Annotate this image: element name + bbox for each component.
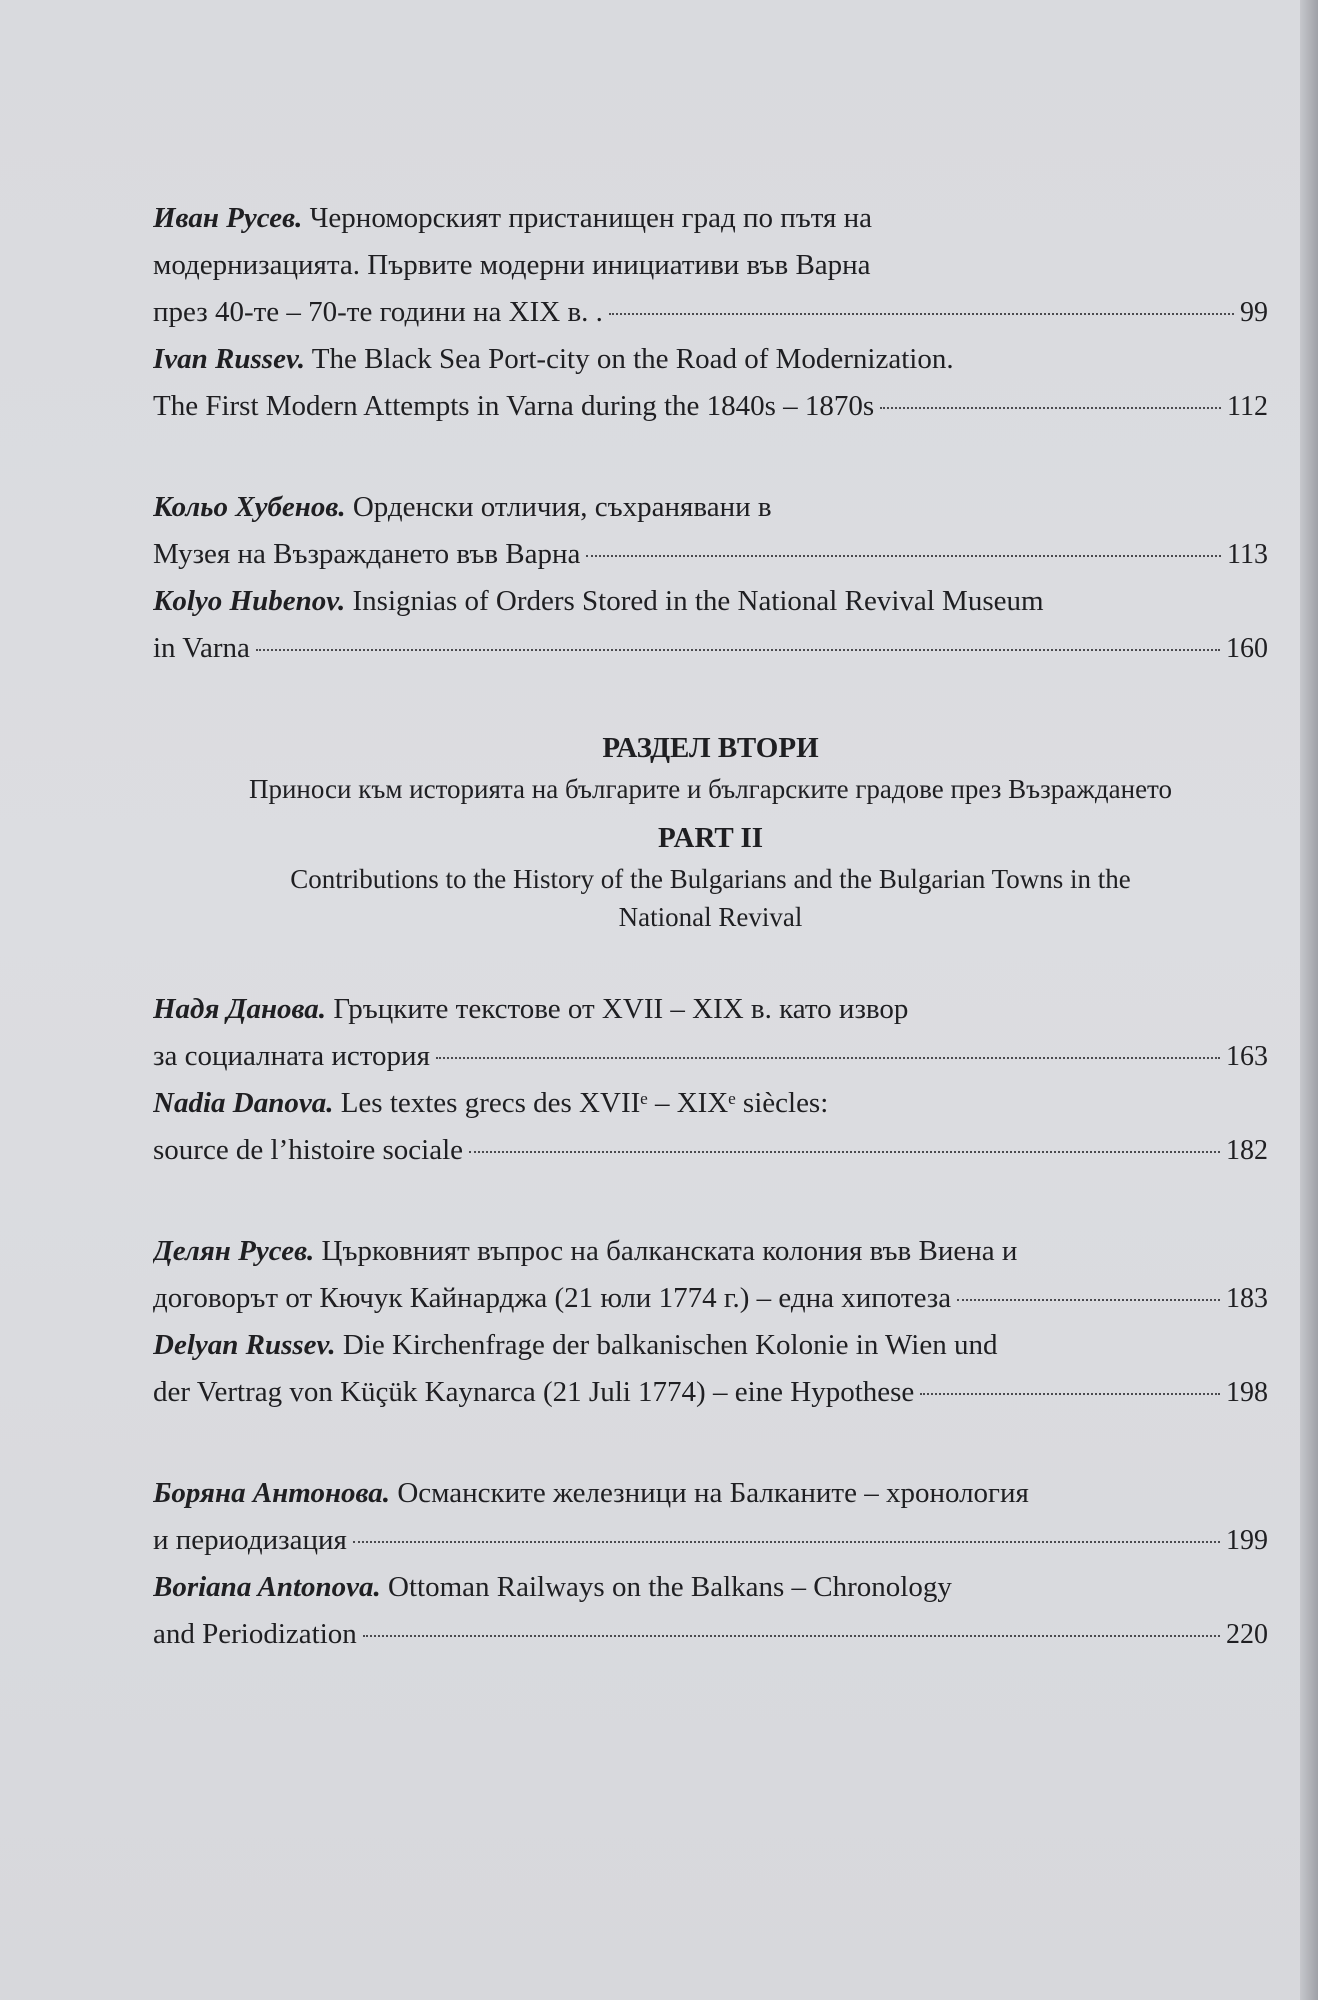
dot-leader — [920, 1393, 1220, 1395]
title-en-part: Insignias of Orders Stored in the National Revival Museum — [352, 585, 1044, 617]
entry-bg-last-line — [153, 1517, 1268, 1564]
author-en: Kolyo Hubenov. — [153, 585, 346, 617]
author-bg: Делян Русев. — [153, 1235, 315, 1267]
title-bg-part: Гръцките текстове от XVII – XIX в. като извор — [333, 993, 909, 1025]
title-en-part: The Black Sea Port-city on the Road of Modernization. — [311, 343, 954, 375]
dot-leader — [957, 1299, 1220, 1301]
dot-leader — [256, 649, 1220, 651]
entry-en-line-1 — [153, 336, 1268, 383]
section-subtitle-en-line-2: National Revival — [618, 902, 803, 932]
entry-bg-last-line — [153, 1275, 1268, 1322]
page-number[interactable]: 199 — [1226, 1525, 1268, 1556]
entry-en-line-1 — [153, 1322, 1268, 1369]
dot-leader — [880, 407, 1221, 409]
author-bg: Кольо Хубенов. — [153, 491, 346, 523]
author-en: Ivan Russev. — [153, 343, 305, 375]
page-number[interactable]: 163 — [1226, 1041, 1268, 1072]
entry-en-last-line — [153, 383, 1268, 430]
title-bg-part: Османските железници на Балканите – хронология — [397, 1477, 1029, 1509]
title-en-part: Die Kirchenfrage der balkanischen Kolonie in Wien und — [342, 1329, 998, 1361]
page-number[interactable]: 160 — [1226, 633, 1268, 664]
entry-bg-line-1 — [153, 986, 1268, 1033]
title-en-last: source de l’histoire sociale — [153, 1134, 464, 1166]
page-number[interactable]: 198 — [1226, 1377, 1268, 1408]
title-en-last: and Periodization — [153, 1618, 357, 1650]
author-bg: Надя Данова. — [153, 993, 327, 1025]
title-en-last: in Varna — [153, 632, 250, 664]
dot-leader — [609, 313, 1234, 315]
title-en-part: Ottoman Railways on the Balkans – Chronology — [388, 1571, 952, 1603]
entry-en-line-1 — [153, 578, 1268, 625]
page-number[interactable]: 112 — [1227, 391, 1268, 422]
author-en: Nadia Danova. — [153, 1087, 334, 1119]
page-number[interactable]: 220 — [1226, 1619, 1268, 1650]
author-bg: Иван Русев. — [153, 202, 303, 234]
title-bg-part: Църковният въпрос на балканската колония във Виена и — [321, 1235, 1018, 1267]
section-subtitle-en-line-1: Contributions to the History of the Bulgarians and the Bulgarian Towns in the — [290, 864, 1131, 894]
title-en-part: Les textes grecs des XVIIᵉ – XIXᵉ siècles: — [340, 1087, 829, 1119]
toc-entry-antonova — [153, 1470, 1268, 1658]
entry-en-line-1 — [153, 1564, 1268, 1611]
author-en: Boriana Antonova. — [153, 1571, 381, 1603]
title-bg-last: Музея на Възраждането във Варна — [153, 538, 581, 570]
author-bg: Боряна Антонова. — [153, 1477, 391, 1509]
entry-bg-line-1 — [153, 1228, 1268, 1275]
title-en-last: der Vertrag von Küçük Kaynarca (21 Juli 1774) – eine Hypothese — [153, 1376, 915, 1408]
section-title-en: PART II — [657, 822, 764, 854]
section-spacer — [153, 808, 1268, 816]
section-subtitle-bg: Приноси към историята на българите и българските градове през Възраждането — [248, 774, 1172, 804]
section-title-bg: РАЗДЕЛ ВТОРИ — [602, 732, 819, 764]
table-of-contents — [153, 195, 1268, 1712]
toc-entry-russev — [153, 195, 1268, 430]
dot-leader — [353, 1541, 1220, 1543]
entry-en-last-line — [153, 1611, 1268, 1658]
entry-en-last-line — [153, 1127, 1268, 1174]
entry-bg-line-1 — [153, 484, 1268, 531]
toc-entry-d-russev — [153, 1228, 1268, 1416]
entry-en-line-1 — [153, 1080, 1268, 1127]
dot-leader — [469, 1151, 1220, 1153]
dot-leader — [436, 1057, 1220, 1059]
page-number[interactable]: 99 — [1240, 297, 1268, 328]
page-number[interactable]: 183 — [1226, 1283, 1268, 1314]
title-bg-last: договорът от Кючук Кайнарджа (21 юли 1774 г.) – една хипотеза — [153, 1282, 952, 1314]
toc-entry-hubenov — [153, 484, 1268, 672]
title-bg-last: за социалната история — [153, 1040, 430, 1072]
title-bg-last: през 40-те – 70-те години на XIX в. . — [153, 296, 603, 328]
entry-en-last-line — [153, 625, 1268, 672]
title-bg-last: и периодизация — [153, 1524, 347, 1556]
section-heading-part-two — [153, 726, 1268, 936]
dot-leader — [363, 1635, 1220, 1637]
entry-bg-last-line — [153, 289, 1268, 336]
entry-bg-last-line — [153, 1033, 1268, 1080]
author-en: Delyan Russev. — [153, 1329, 336, 1361]
page-edge-shadow — [1300, 0, 1318, 2000]
title-en-last: The First Modern Attempts in Varna during the 1840s – 1870s — [153, 390, 875, 422]
toc-entry-danova — [153, 986, 1268, 1174]
entry-en-last-line — [153, 1369, 1268, 1416]
title-bg-part: Черноморският пристанищен град по пътя на — [309, 202, 873, 234]
page-number[interactable]: 182 — [1226, 1135, 1268, 1166]
entry-bg-line-1 — [153, 195, 1268, 242]
entry-bg-line-1 — [153, 1470, 1268, 1517]
entry-bg-line-2: модернизацията. Първите модерни инициативи във Варна — [153, 249, 871, 281]
dot-leader — [586, 555, 1221, 557]
entry-bg-last-line — [153, 531, 1268, 578]
page-number[interactable]: 113 — [1227, 539, 1268, 570]
title-bg-part: Орденски отличия, съхранявани в — [352, 491, 772, 523]
